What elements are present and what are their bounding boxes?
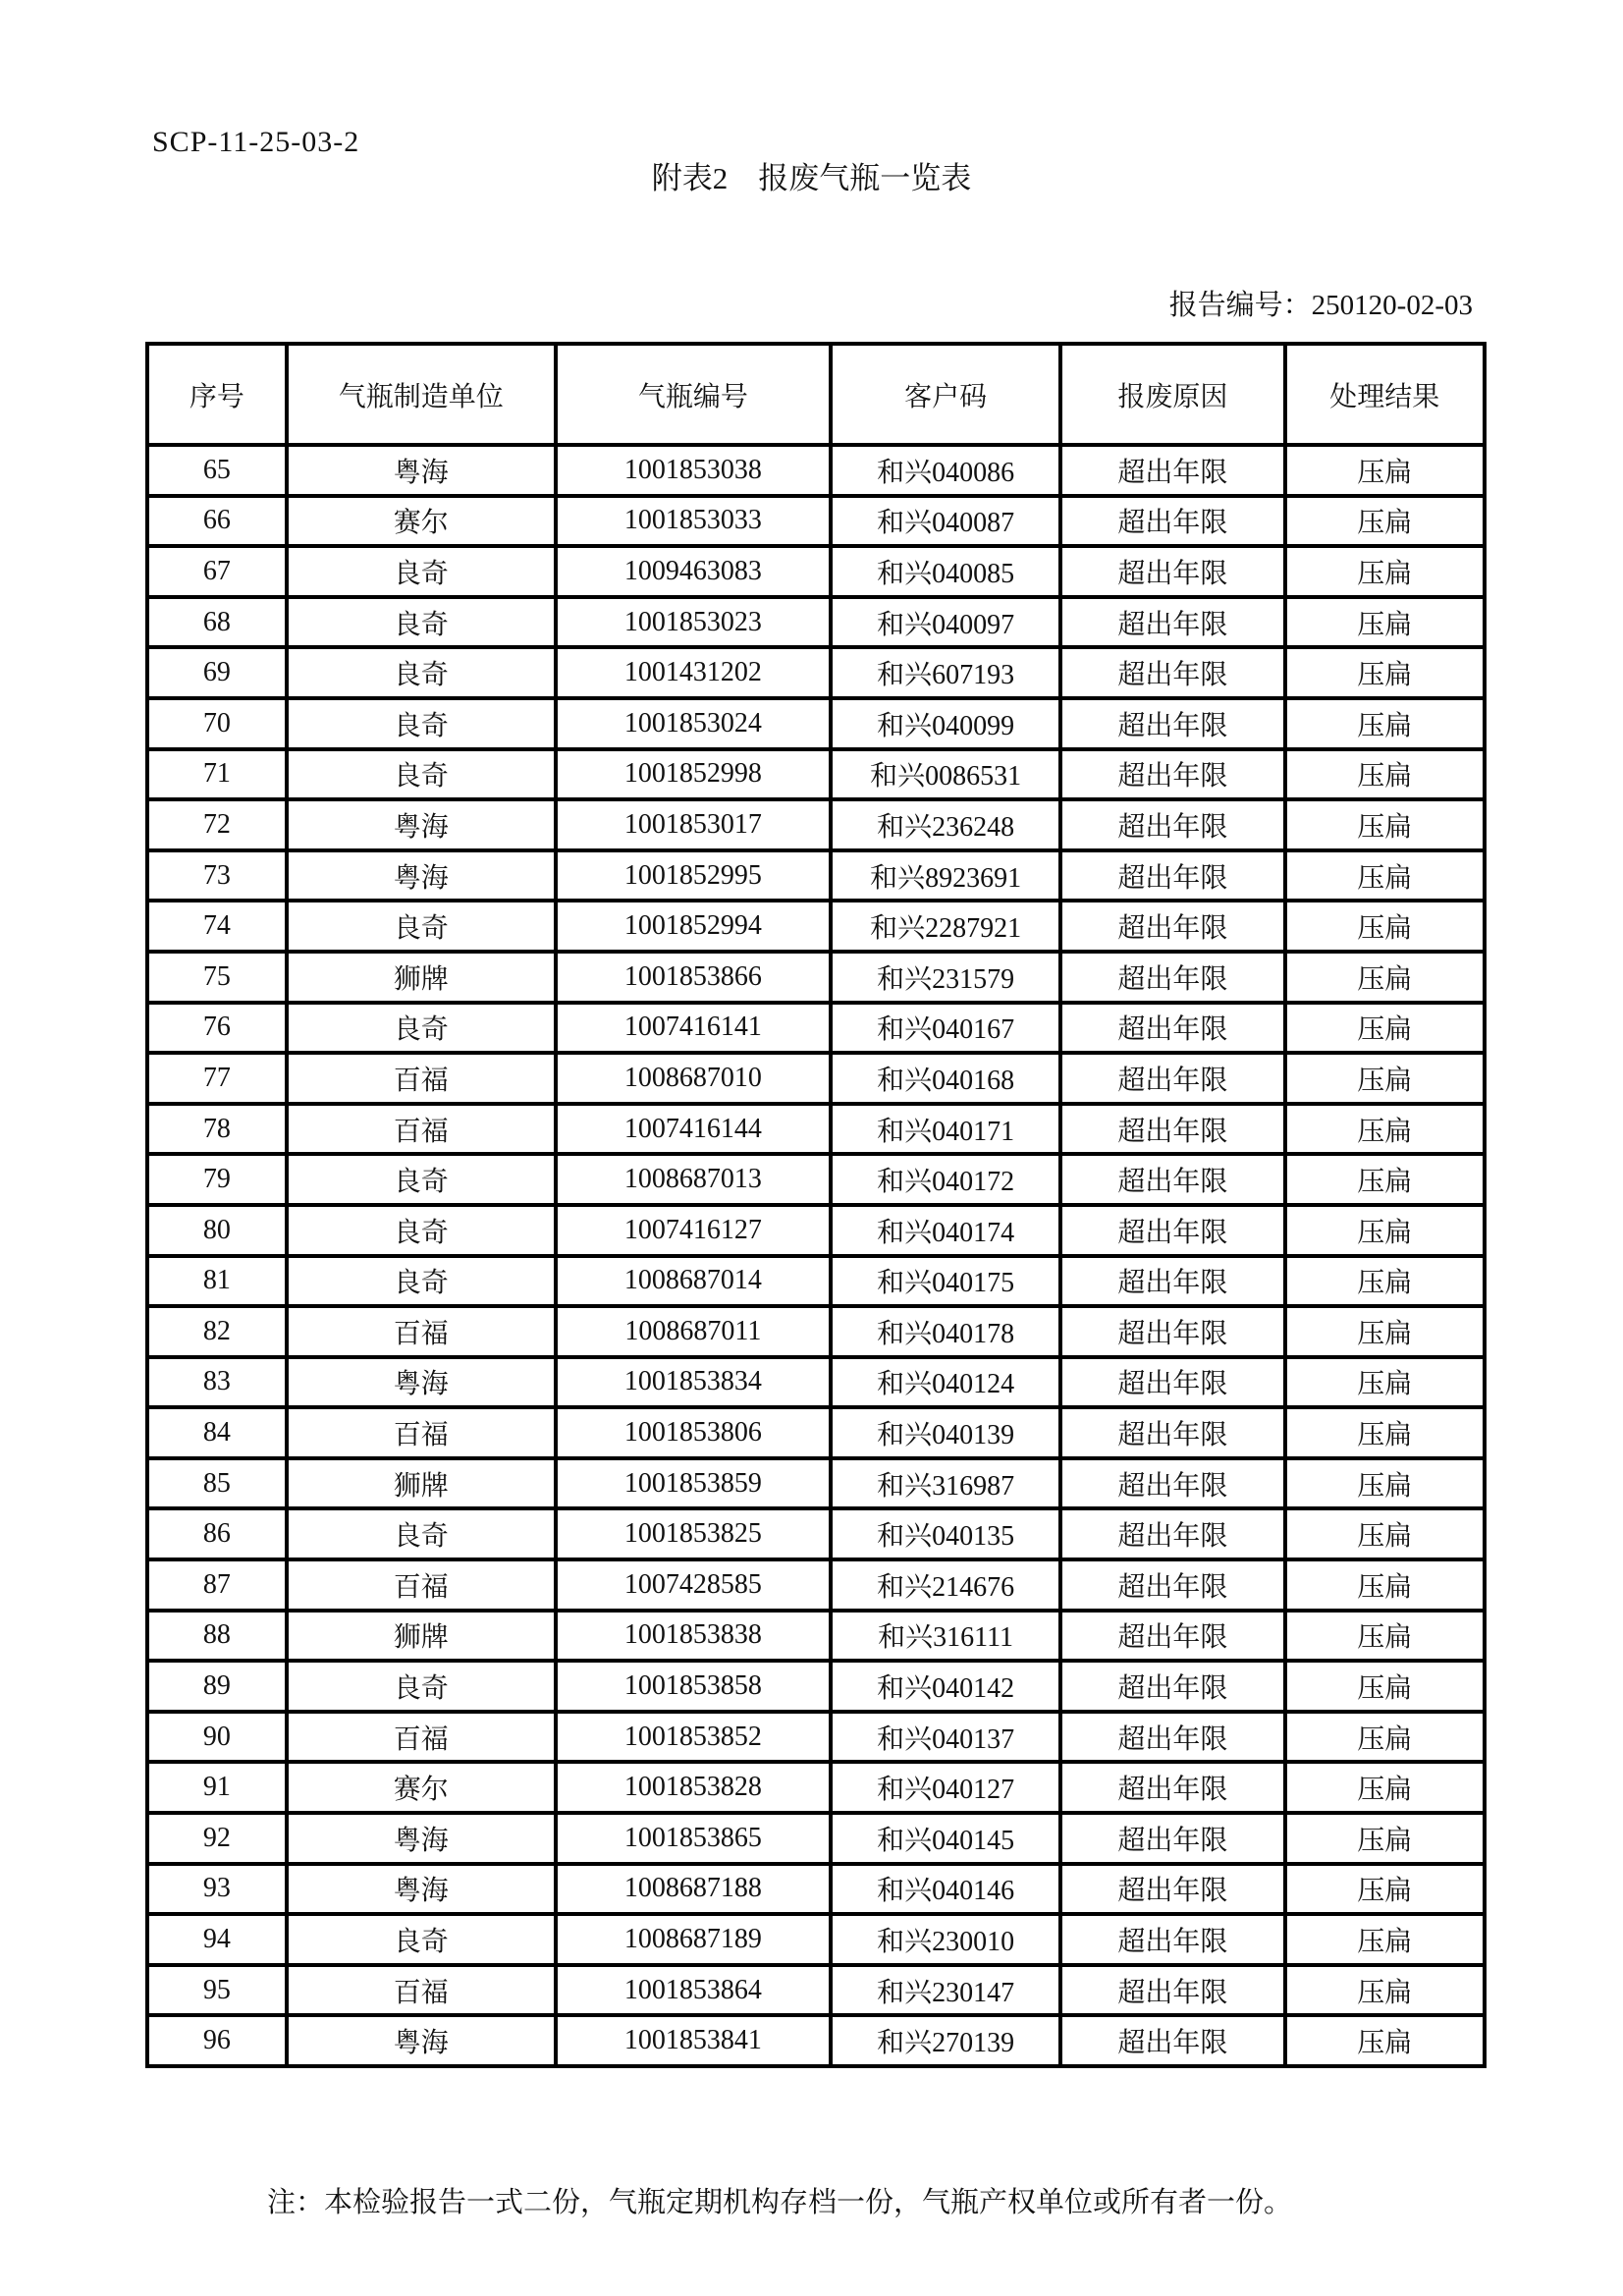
table-cell: 和兴231579 [831, 952, 1060, 1003]
table-row [147, 1154, 1485, 1205]
table-cell: 89 [147, 1661, 287, 1712]
table-cell: 压扁 [1285, 1205, 1485, 1256]
table-row [147, 2015, 1485, 2066]
table-row [147, 749, 1485, 800]
table-cell: 超出年限 [1060, 749, 1284, 800]
table-cell: 1001853033 [556, 496, 831, 547]
table-cell: 压扁 [1285, 698, 1485, 749]
table-cell: 压扁 [1285, 647, 1485, 698]
table-cell: 70 [147, 698, 287, 749]
table-cell: 1001853017 [556, 799, 831, 850]
table-row [147, 1965, 1485, 2016]
table-cell: 良奇 [287, 546, 556, 597]
column-header: 序号 [147, 344, 287, 445]
table-cell: 80 [147, 1205, 287, 1256]
table-cell: 超出年限 [1060, 1661, 1284, 1712]
table-cell: 和兴2287921 [831, 901, 1060, 952]
column-header: 气瓶编号 [556, 344, 831, 445]
table-row [147, 952, 1485, 1003]
table-cell: 1007416127 [556, 1205, 831, 1256]
table-cell: 86 [147, 1508, 287, 1559]
table-cell: 93 [147, 1864, 287, 1915]
table-cell: 1008687013 [556, 1154, 831, 1205]
table-cell: 赛尔 [287, 496, 556, 547]
table-cell: 超出年限 [1060, 1864, 1284, 1915]
table-row [147, 1357, 1485, 1408]
table-cell: 90 [147, 1712, 287, 1763]
table-cell: 压扁 [1285, 597, 1485, 648]
table-cell: 94 [147, 1914, 287, 1965]
table-cell: 超出年限 [1060, 1104, 1284, 1155]
table-cell: 91 [147, 1762, 287, 1813]
table-cell: 68 [147, 597, 287, 648]
table-cell: 压扁 [1285, 1813, 1485, 1864]
table-cell: 压扁 [1285, 1762, 1485, 1813]
table-cell: 超出年限 [1060, 1762, 1284, 1813]
table-cell: 超出年限 [1060, 647, 1284, 698]
table-cell: 1001852994 [556, 901, 831, 952]
table-cell: 赛尔 [287, 1762, 556, 1813]
table-cell: 77 [147, 1053, 287, 1104]
table-row [147, 1914, 1485, 1965]
table-cell: 超出年限 [1060, 698, 1284, 749]
table-cell: 压扁 [1285, 1864, 1485, 1915]
table-cell: 78 [147, 1104, 287, 1155]
table-cell: 和兴040139 [831, 1407, 1060, 1458]
table-row [147, 1762, 1485, 1813]
table-cell: 1007416144 [556, 1104, 831, 1155]
table-cell: 超出年限 [1060, 1357, 1284, 1408]
table-cell: 压扁 [1285, 1357, 1485, 1408]
table-row [147, 850, 1485, 902]
table-cell: 压扁 [1285, 1003, 1485, 1054]
table-cell: 95 [147, 1965, 287, 2016]
table-body [147, 445, 1485, 2066]
table-cell: 92 [147, 1813, 287, 1864]
table-cell: 压扁 [1285, 1914, 1485, 1965]
table-cell: 74 [147, 901, 287, 952]
table-cell: 压扁 [1285, 1611, 1485, 1662]
table-cell: 和兴0086531 [831, 749, 1060, 800]
table-cell: 和兴040145 [831, 1813, 1060, 1864]
table-cell: 和兴040146 [831, 1864, 1060, 1915]
table-cell: 和兴236248 [831, 799, 1060, 850]
table-row [147, 1458, 1485, 1509]
table-cell: 超出年限 [1060, 799, 1284, 850]
table-cell: 超出年限 [1060, 2015, 1284, 2066]
table-cell: 1001853024 [556, 698, 831, 749]
table-row [147, 1407, 1485, 1458]
table-row [147, 1661, 1485, 1712]
table-cell: 超出年限 [1060, 546, 1284, 597]
table-cell: 1001853865 [556, 1813, 831, 1864]
table-cell: 超出年限 [1060, 1914, 1284, 1965]
table-cell: 良奇 [287, 1914, 556, 1965]
table-cell: 66 [147, 496, 287, 547]
table-row [147, 597, 1485, 648]
table-cell: 1001853858 [556, 1661, 831, 1712]
table-cell: 1007416141 [556, 1003, 831, 1054]
table-cell: 粤海 [287, 1864, 556, 1915]
table-cell: 压扁 [1285, 952, 1485, 1003]
table-cell: 75 [147, 952, 287, 1003]
table-cell: 粤海 [287, 1357, 556, 1408]
table-row [147, 1813, 1485, 1864]
table-cell: 超出年限 [1060, 1256, 1284, 1307]
table-cell: 超出年限 [1060, 1712, 1284, 1763]
table-row [147, 1053, 1485, 1104]
table-cell: 超出年限 [1060, 952, 1284, 1003]
table-cell: 和兴040087 [831, 496, 1060, 547]
table-cell: 压扁 [1285, 1712, 1485, 1763]
table-cell: 和兴040171 [831, 1104, 1060, 1155]
report-number: 报告编号：250120-02-03 [1168, 290, 1473, 321]
table-cell: 1001853806 [556, 1407, 831, 1458]
table-cell: 65 [147, 445, 287, 496]
table-cell: 1001853866 [556, 952, 831, 1003]
table-cell: 71 [147, 749, 287, 800]
column-header: 客户码 [831, 344, 1060, 445]
table-row [147, 1864, 1485, 1915]
table-cell: 和兴607193 [831, 647, 1060, 698]
table-header-row [147, 344, 1485, 445]
table-cell: 良奇 [287, 1154, 556, 1205]
table-row [147, 445, 1485, 496]
column-header: 处理结果 [1285, 344, 1485, 445]
table-cell: 和兴040174 [831, 1205, 1060, 1256]
table-cell: 超出年限 [1060, 1508, 1284, 1559]
table-row [147, 344, 1485, 445]
table-cell: 和兴040172 [831, 1154, 1060, 1205]
table-cell: 百福 [287, 1407, 556, 1458]
table-cell: 超出年限 [1060, 1965, 1284, 2016]
table-cell: 狮牌 [287, 1611, 556, 1662]
table-cell: 1001853838 [556, 1611, 831, 1662]
table-cell: 良奇 [287, 1256, 556, 1307]
table-cell: 超出年限 [1060, 1813, 1284, 1864]
table-cell: 1001853038 [556, 445, 831, 496]
table-cell: 压扁 [1285, 1104, 1485, 1155]
table-cell: 狮牌 [287, 1458, 556, 1509]
table-cell: 超出年限 [1060, 1003, 1284, 1054]
table-cell: 和兴230010 [831, 1914, 1060, 1965]
table-row [147, 799, 1485, 850]
table-cell: 压扁 [1285, 546, 1485, 597]
page-title: 附表2 报废气瓶一览表 [651, 161, 972, 195]
table-cell: 粤海 [287, 445, 556, 496]
table-cell: 压扁 [1285, 445, 1485, 496]
footnote: 注：本检验报告一式二份，气瓶定期机构存档一份，气瓶产权单位或所有者一份。 [267, 2187, 1293, 2218]
table-row [147, 546, 1485, 597]
table-cell: 和兴316987 [831, 1458, 1060, 1509]
table-cell: 良奇 [287, 1003, 556, 1054]
table-cell: 良奇 [287, 749, 556, 800]
table-cell: 百福 [287, 1306, 556, 1357]
table-cell: 1007428585 [556, 1559, 831, 1611]
table-cell: 82 [147, 1306, 287, 1357]
table-cell: 压扁 [1285, 1407, 1485, 1458]
table-cell: 百福 [287, 1559, 556, 1611]
table-cell: 粤海 [287, 799, 556, 850]
table-cell: 良奇 [287, 597, 556, 648]
table-cell: 和兴040099 [831, 698, 1060, 749]
table-cell: 压扁 [1285, 1965, 1485, 2016]
table-cell: 良奇 [287, 698, 556, 749]
table-cell: 73 [147, 850, 287, 902]
table-cell: 1001853825 [556, 1508, 831, 1559]
table-cell: 1001853023 [556, 597, 831, 648]
table-cell: 超出年限 [1060, 496, 1284, 547]
table-cell: 百福 [287, 1053, 556, 1104]
table-cell: 83 [147, 1357, 287, 1408]
table-cell: 1008687014 [556, 1256, 831, 1307]
table-cell: 良奇 [287, 1508, 556, 1559]
table-cell: 压扁 [1285, 1559, 1485, 1611]
table-cell: 超出年限 [1060, 445, 1284, 496]
table-row [147, 1306, 1485, 1357]
table-row [147, 1256, 1485, 1307]
table-cell: 和兴040167 [831, 1003, 1060, 1054]
table-cell: 96 [147, 2015, 287, 2066]
column-header: 气瓶制造单位 [287, 344, 556, 445]
table-cell: 67 [147, 546, 287, 597]
doc-code: SCP-11-25-03-2 [152, 126, 360, 158]
table-cell: 1001853828 [556, 1762, 831, 1813]
table-row [147, 1508, 1485, 1559]
table-cell: 超出年限 [1060, 850, 1284, 902]
table-cell: 百福 [287, 1712, 556, 1763]
table-cell: 粤海 [287, 1813, 556, 1864]
table-cell: 72 [147, 799, 287, 850]
table-cell: 压扁 [1285, 850, 1485, 902]
table-cell: 79 [147, 1154, 287, 1205]
table-cell: 和兴040086 [831, 445, 1060, 496]
table-cell: 81 [147, 1256, 287, 1307]
table-row [147, 1205, 1485, 1256]
table-row [147, 1104, 1485, 1155]
table-cell: 良奇 [287, 901, 556, 952]
table-cell: 1001853834 [556, 1357, 831, 1408]
table-row [147, 647, 1485, 698]
table-cell: 和兴040085 [831, 546, 1060, 597]
table-cell: 1008687011 [556, 1306, 831, 1357]
table-cell: 69 [147, 647, 287, 698]
table-row [147, 1611, 1485, 1662]
table-cell: 超出年限 [1060, 901, 1284, 952]
table-cell: 和兴040142 [831, 1661, 1060, 1712]
table-cell: 超出年限 [1060, 1611, 1284, 1662]
table-cell: 和兴040168 [831, 1053, 1060, 1104]
table-cell: 良奇 [287, 1661, 556, 1712]
table-cell: 狮牌 [287, 952, 556, 1003]
table-cell: 88 [147, 1611, 287, 1662]
table-cell: 和兴040135 [831, 1508, 1060, 1559]
table-cell: 和兴040175 [831, 1256, 1060, 1307]
table-cell: 和兴270139 [831, 2015, 1060, 2066]
table-cell: 76 [147, 1003, 287, 1054]
table-cell: 超出年限 [1060, 1559, 1284, 1611]
table-cell: 1001853864 [556, 1965, 831, 2016]
table-cell: 1008687189 [556, 1914, 831, 1965]
table-cell: 压扁 [1285, 1154, 1485, 1205]
table-cell: 压扁 [1285, 1661, 1485, 1712]
table-cell: 1001852995 [556, 850, 831, 902]
table-cell: 和兴214676 [831, 1559, 1060, 1611]
table-cell: 压扁 [1285, 2015, 1485, 2066]
table-cell: 超出年限 [1060, 1205, 1284, 1256]
table-cell: 良奇 [287, 1205, 556, 1256]
table-cell: 压扁 [1285, 496, 1485, 547]
table-cell: 超出年限 [1060, 1154, 1284, 1205]
table-cell: 压扁 [1285, 799, 1485, 850]
table-cell: 压扁 [1285, 1508, 1485, 1559]
table-cell: 压扁 [1285, 901, 1485, 952]
table-cell: 和兴316111 [831, 1611, 1060, 1662]
table-row [147, 1559, 1485, 1611]
table-row [147, 698, 1485, 749]
table-cell: 1001431202 [556, 647, 831, 698]
table-cell: 粤海 [287, 850, 556, 902]
table-cell: 超出年限 [1060, 1407, 1284, 1458]
table-cell: 压扁 [1285, 1306, 1485, 1357]
table-cell: 85 [147, 1458, 287, 1509]
table-cell: 超出年限 [1060, 1306, 1284, 1357]
table-cell: 1001852998 [556, 749, 831, 800]
table-cell: 超出年限 [1060, 1458, 1284, 1509]
table-cell: 良奇 [287, 647, 556, 698]
table-cell: 1009463083 [556, 546, 831, 597]
table-cell: 压扁 [1285, 1256, 1485, 1307]
table-cell: 和兴230147 [831, 1965, 1060, 2016]
table-cell: 压扁 [1285, 1053, 1485, 1104]
column-header: 报废原因 [1060, 344, 1284, 445]
table-cell: 压扁 [1285, 749, 1485, 800]
table-cell: 百福 [287, 1104, 556, 1155]
table-cell: 1008687188 [556, 1864, 831, 1915]
table-cell: 和兴040137 [831, 1712, 1060, 1763]
table-cell: 1001853841 [556, 2015, 831, 2066]
table-cell: 超出年限 [1060, 597, 1284, 648]
table-cell: 和兴040127 [831, 1762, 1060, 1813]
table-row [147, 1003, 1485, 1054]
table-cell: 1001853852 [556, 1712, 831, 1763]
table-cell: 和兴040124 [831, 1357, 1060, 1408]
table-cell: 和兴040178 [831, 1306, 1060, 1357]
table-container [145, 342, 1487, 2068]
table-cell: 1008687010 [556, 1053, 831, 1104]
table-cell: 84 [147, 1407, 287, 1458]
table-cell: 和兴040097 [831, 597, 1060, 648]
cylinder-table [145, 342, 1487, 2068]
table-cell: 超出年限 [1060, 1053, 1284, 1104]
table-row [147, 1712, 1485, 1763]
table-cell: 百福 [287, 1965, 556, 2016]
table-cell: 粤海 [287, 2015, 556, 2066]
table-cell: 87 [147, 1559, 287, 1611]
table-row [147, 901, 1485, 952]
table-cell: 和兴8923691 [831, 850, 1060, 902]
table-row [147, 496, 1485, 547]
table-cell: 压扁 [1285, 1458, 1485, 1509]
table-cell: 1001853859 [556, 1458, 831, 1509]
